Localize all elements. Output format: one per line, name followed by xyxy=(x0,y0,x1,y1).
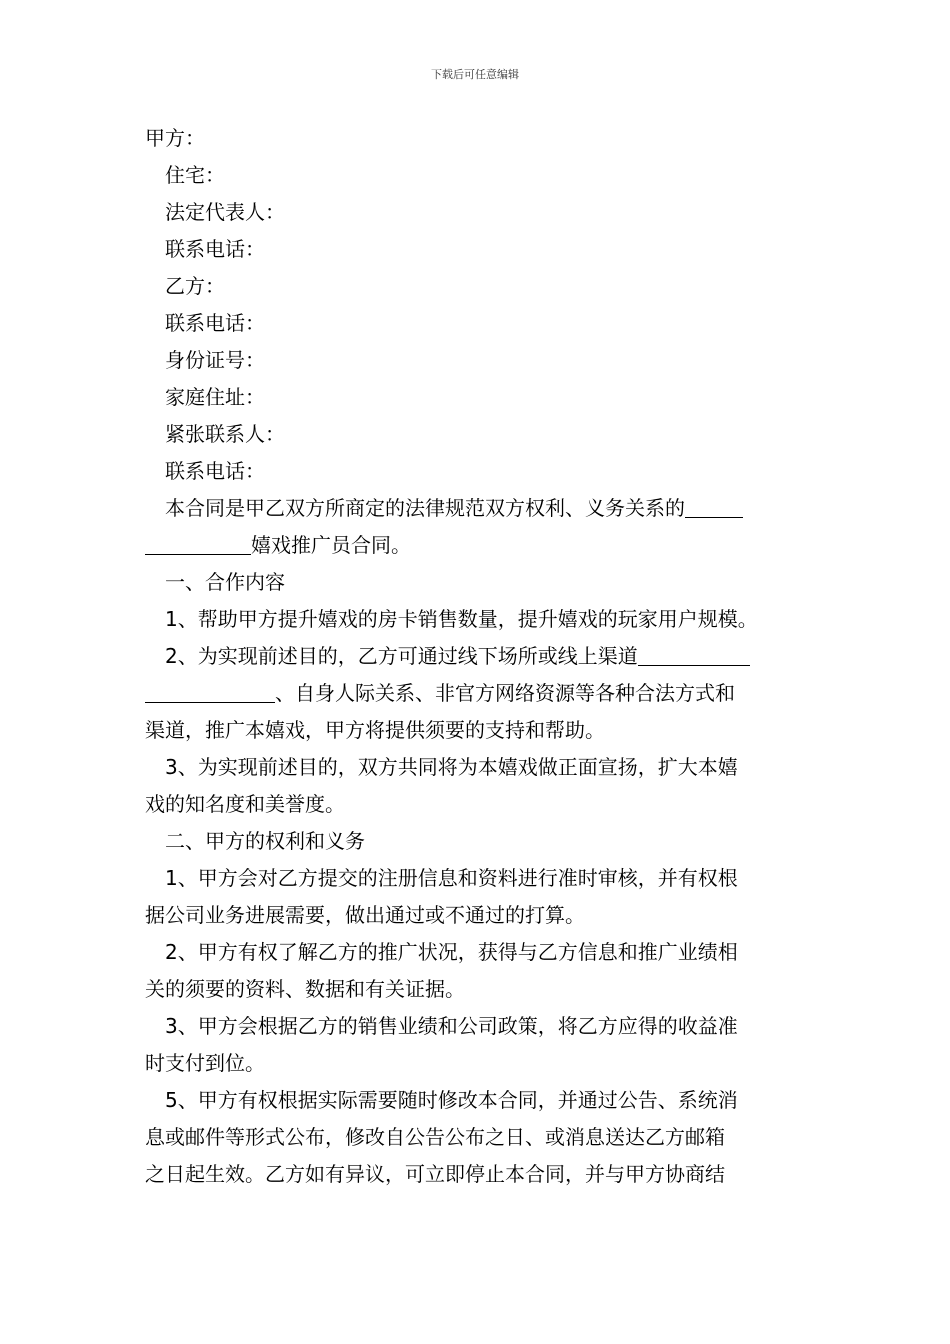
fill-in-blank xyxy=(145,532,251,555)
intro-text: 本合同是甲乙双方所商定的法律规范双方权利、义务关系的 xyxy=(165,496,685,520)
page-header: 下载后可任意编辑 xyxy=(431,68,519,81)
clause-2-1-line-2: 据公司业务进展需要，做出通过或不通过的打算。 xyxy=(145,903,585,927)
clause-2-5-line-1: 5、甲方有权根据实际需要随时修改本合同，并通过公告、系统消 xyxy=(165,1088,738,1112)
clause-2-3-line-1: 3、甲方会根据乙方的销售业绩和公司政策，将乙方应得的收益准 xyxy=(165,1014,738,1038)
clause-1-3-line-2: 戏的知名度和美誉度。 xyxy=(145,792,345,816)
intro-paragraph-line-1 xyxy=(145,490,810,527)
intro-paragraph-line-2 xyxy=(145,527,810,564)
party-b-phone-label: 联系电话： xyxy=(165,311,265,335)
party-a-label: 甲方： xyxy=(145,126,205,150)
clause-2-2-line-2: 关的须要的资料、数据和有关证据。 xyxy=(145,977,465,1001)
clause-1-2-line-2 xyxy=(145,675,810,712)
clause-1-1: 1、帮助甲方提升嬉戏的房卡销售数量，提升嬉戏的玩家用户规模。 xyxy=(165,607,758,631)
clause-2-1-line-1: 1、甲方会对乙方提交的注册信息和资料进行准时审核，并有权根 xyxy=(165,866,738,890)
emergency-contact-label: 紧张联系人： xyxy=(165,422,285,446)
section-heading-party-a-rights: 二、甲方的权利和义务 xyxy=(165,829,365,853)
id-number-label: 身份证号： xyxy=(165,348,265,372)
clause-1-2-line-1 xyxy=(145,638,810,675)
clause-text: 、自身人际关系、非官方网络资源等各种合法方式和 xyxy=(275,681,735,705)
clause-1-3-line-1: 3、为实现前述目的，双方共同将为本嬉戏做正面宣扬，扩大本嬉 xyxy=(165,755,738,779)
clause-2-5-line-2: 息或邮件等形式公布，修改自公告公布之日、或消息送达乙方邮箱 xyxy=(145,1125,725,1149)
section-heading-cooperation: 一、合作内容 xyxy=(165,570,285,594)
clause-2-5-line-3: 之日起生效。乙方如有异议，可立即停止本合同，并与甲方协商结 xyxy=(145,1162,725,1186)
clause-1-2-line-3: 渠道，推广本嬉戏，甲方将提供须要的支持和帮助。 xyxy=(145,718,605,742)
emergency-phone-label: 联系电话： xyxy=(165,459,265,483)
fill-in-blank xyxy=(685,495,743,518)
clause-2-2-line-1: 2、甲方有权了解乙方的推广状况，获得与乙方信息和推广业绩相 xyxy=(165,940,738,964)
contract-body xyxy=(145,120,810,1193)
fill-in-blank xyxy=(638,643,750,666)
legal-representative-label: 法定代表人： xyxy=(165,200,285,224)
residence-label: 住宅： xyxy=(165,163,225,187)
party-b-label: 乙方： xyxy=(165,274,225,298)
fill-in-blank xyxy=(145,680,275,703)
home-address-label: 家庭住址： xyxy=(165,385,265,409)
clause-2-3-line-2: 时支付到位。 xyxy=(145,1051,265,1075)
intro-text-end: 嬉戏推广员合同。 xyxy=(251,533,411,557)
clause-text: 2、为实现前述目的，乙方可通过线下场所或线上渠道 xyxy=(165,644,638,668)
party-a-phone-label: 联系电话： xyxy=(165,237,265,261)
